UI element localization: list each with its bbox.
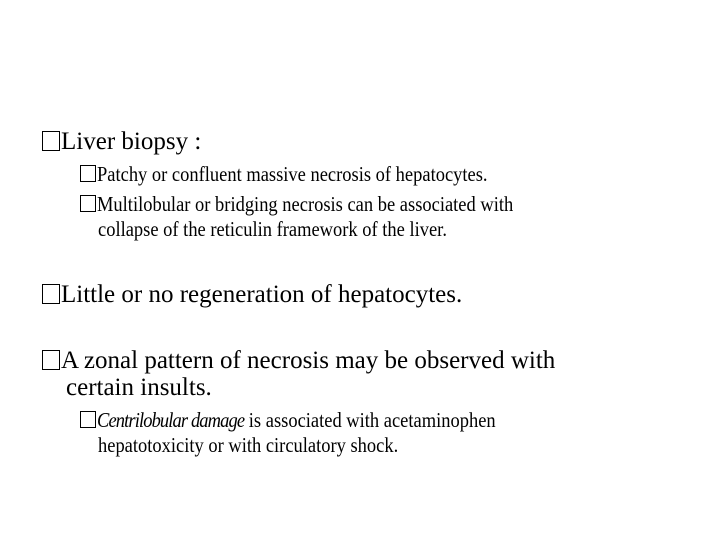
bullet-box-icon	[80, 411, 96, 428]
sub-bullet-patchy-necrosis	[80, 164, 541, 185]
bullet-box-icon	[80, 165, 96, 182]
bullet-text: is associated with acetaminophen	[244, 408, 496, 432]
bullet-text: Little or no regeneration of hepatocytes.	[61, 281, 463, 308]
sub-bullet-continuation	[98, 435, 439, 456]
bullet-text: Liver biopsy :	[61, 128, 202, 155]
bullet-little-regeneration	[42, 282, 462, 307]
bullet-continuation	[66, 375, 212, 400]
sub-bullet-centrilobular	[80, 410, 550, 431]
bullet-box-icon	[42, 350, 60, 370]
bullet-text: Multilobular or bridging necrosis can be associated with	[97, 192, 514, 216]
bullet-text-continuation: hepatotoxicity or with circulatory shock.	[98, 433, 399, 457]
bullet-text-continuation: collapse of the reticulin framework of the liver.	[98, 217, 447, 241]
sub-bullet-multilobular-necrosis	[80, 194, 570, 215]
bullet-text: Patchy or confluent massive necrosis of hepatocytes.	[97, 162, 488, 186]
bullet-box-icon	[42, 131, 60, 151]
bullet-box-icon	[80, 195, 96, 212]
bullet-text: A zonal pattern of necrosis may be observed with	[61, 347, 556, 374]
bullet-box-icon	[42, 284, 60, 304]
italic-term: Centrilobular damage	[97, 408, 245, 432]
bullet-text-continuation: certain insults.	[66, 374, 212, 401]
sub-bullet-continuation	[98, 219, 495, 240]
bullet-liver-biopsy	[42, 129, 201, 154]
bullet-zonal-pattern	[42, 348, 555, 373]
